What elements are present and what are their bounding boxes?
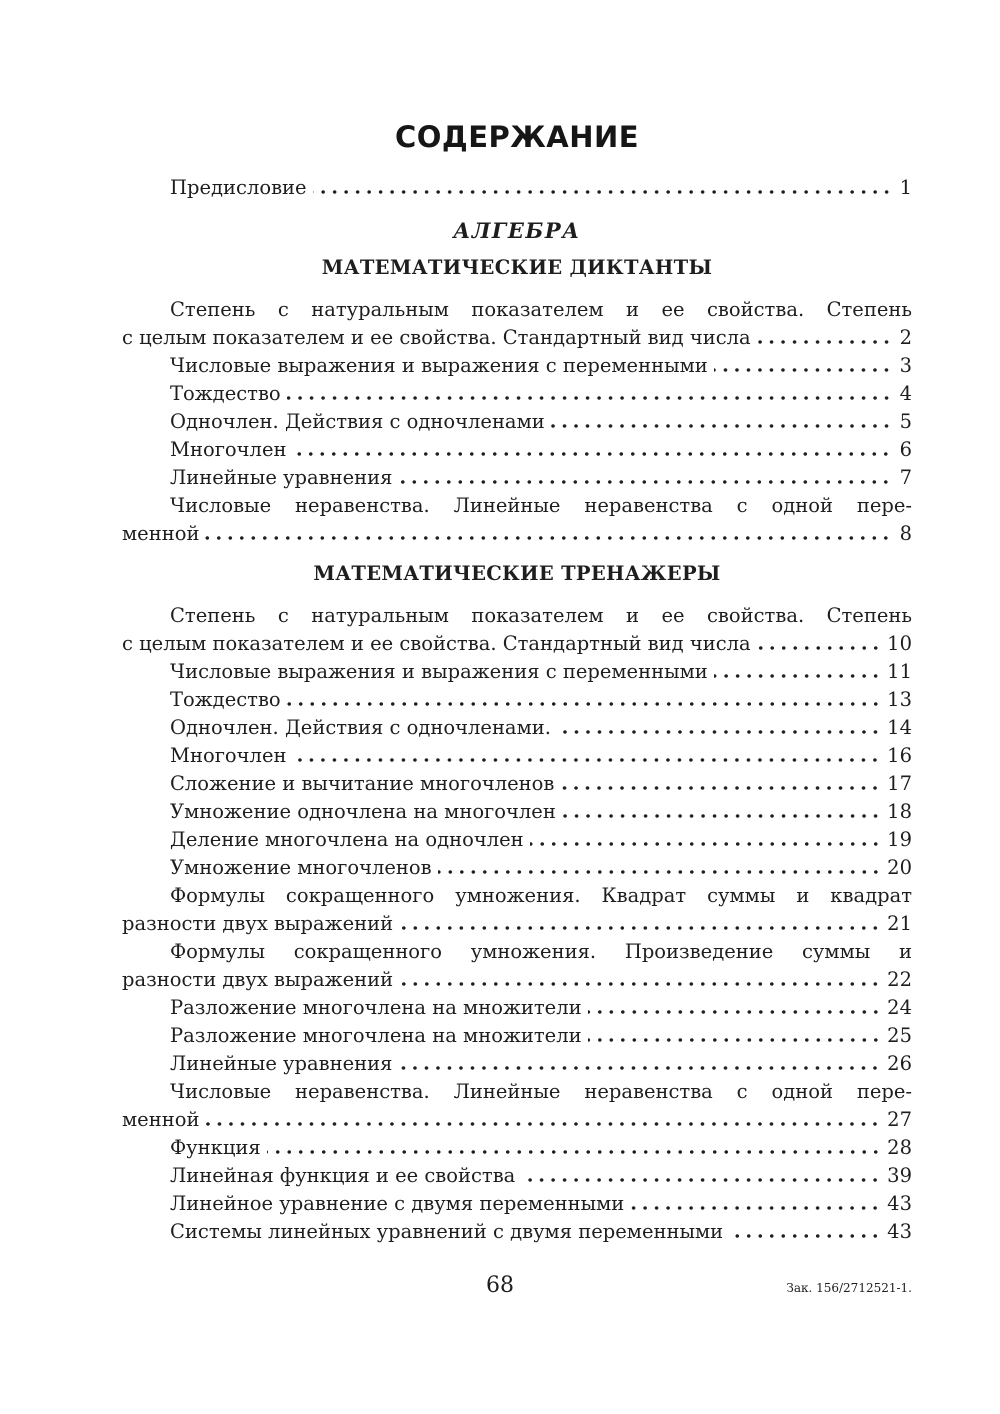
toc-entry [122, 826, 912, 854]
page-number: 68 [486, 1273, 514, 1298]
toc-entry [122, 714, 912, 742]
entry-page: 10 [887, 632, 912, 655]
toc-entry [122, 408, 912, 436]
toc-entry [122, 994, 912, 1022]
entry-page: 14 [887, 716, 912, 739]
dot-leader [292, 451, 892, 457]
entry-page: 39 [887, 1164, 912, 1187]
entry-page: 20 [887, 856, 912, 879]
toc-entry [122, 492, 912, 548]
toc-entry [122, 380, 912, 408]
dot-leader [287, 395, 892, 401]
toc-entry [122, 1022, 912, 1050]
dot-leader [267, 1149, 881, 1155]
toc-entry [122, 1050, 912, 1078]
toc-entry [122, 352, 912, 380]
entry-text: Разложение многочлена на множители [170, 996, 582, 1019]
entry-text: Разложение многочлена на множители [170, 1024, 582, 1047]
entry-text: Предисловие [170, 176, 307, 199]
entry-text: менной [122, 1108, 200, 1131]
entry-text: Линейные уравнения [170, 466, 393, 489]
dot-leader [560, 785, 881, 791]
entry-page: 18 [887, 800, 912, 823]
dot-leader [588, 1009, 882, 1015]
toc-entry [122, 1078, 912, 1134]
entry-page: 7 [899, 466, 912, 489]
entry-text: Одночлен. Действия с одночленами. [170, 716, 551, 739]
entry-page: 1 [899, 176, 912, 199]
entry-page: 43 [887, 1192, 912, 1215]
entry-page: 11 [887, 660, 912, 683]
entry-page: 13 [887, 688, 912, 711]
toc-entry [122, 658, 912, 686]
dot-leader [399, 981, 881, 987]
dot-leader [398, 1065, 881, 1071]
entry-page: 25 [887, 1024, 912, 1047]
entry-page: 26 [887, 1052, 912, 1075]
entry-page: 8 [899, 522, 912, 545]
toc-entry [122, 798, 912, 826]
entry-page: 17 [887, 772, 912, 795]
dot-leader [557, 729, 881, 735]
entry-text: Системы линейных уравнений с двумя переменными [170, 1220, 724, 1243]
entry-text: Числовые неравенства. Линейные неравенства с одной пере- [170, 1080, 912, 1103]
section-title: МАТЕМАТИЧЕСКИЕ ДИКТАНТЫ [321, 256, 713, 279]
dot-leader [205, 535, 892, 541]
dot-leader [521, 1177, 881, 1183]
toc-entry [122, 1218, 912, 1246]
entry-page: 6 [899, 438, 912, 461]
dot-leader [729, 1233, 881, 1239]
toc-entry [122, 1162, 912, 1190]
entry-text: Тождество [170, 382, 281, 405]
entry-text: Многочлен [170, 438, 287, 461]
entry-text: Умножение одночлена на многочлен [170, 800, 556, 823]
dot-leader [588, 1037, 882, 1043]
entry-page: 21 [887, 912, 912, 935]
entry-text: Числовые неравенства. Линейные неравенства с одной пере- [170, 494, 912, 517]
dot-leader [313, 189, 892, 195]
dot-leader [205, 1121, 881, 1127]
entry-text: с целым показателем и ее свойства. Стандартный вид числа [122, 632, 751, 655]
toc-entry [122, 854, 912, 882]
entry-text: Одночлен. Действия с одночленами [170, 410, 545, 433]
entry-text: Умножение многочленов [170, 856, 432, 879]
entry-text: Формулы сокращенного умножения. Произведение суммы и [170, 940, 912, 963]
entry-text: Степень с натуральным показателем и ее свойства. Степень [170, 298, 912, 321]
entry-page: 19 [887, 828, 912, 851]
entry-text: Числовые выражения и выражения с переменными [170, 660, 708, 683]
dot-leader [714, 367, 892, 373]
entry-page: 4 [899, 382, 912, 405]
entry-text: менной [122, 522, 200, 545]
dot-leader [292, 757, 881, 763]
part-title: АЛГЕБРА [453, 218, 581, 243]
dot-leader [630, 1205, 881, 1211]
entry-page: 43 [887, 1220, 912, 1243]
entry-text: с целым показателем и ее свойства. Стандартный вид числа [122, 326, 751, 349]
entry-text: Тождество [170, 688, 281, 711]
entry-page: 27 [887, 1108, 912, 1131]
toc-entry [122, 938, 912, 994]
toc-entry [122, 770, 912, 798]
toc-entry [122, 686, 912, 714]
entry-text: Деление многочлена на одночлен [170, 828, 524, 851]
entry-page: 3 [899, 354, 912, 377]
entry-text: Многочлен [170, 744, 287, 767]
entry-page: 5 [899, 410, 912, 433]
dot-leader [714, 673, 881, 679]
dot-leader [562, 813, 881, 819]
dot-leader [530, 841, 881, 847]
entry-text: разности двух выражений [122, 912, 394, 935]
entry-text: Линейное уравнение с двумя переменными [170, 1192, 625, 1215]
page-title: СОДЕРЖАНИЕ [394, 120, 640, 154]
entry-page: 24 [887, 996, 912, 1019]
toc-entry [122, 602, 912, 658]
toc-entry-preface [122, 174, 912, 202]
entry-text: Формулы сокращенного умножения. Квадрат суммы и квадрат [170, 884, 912, 907]
toc-entry [122, 1134, 912, 1162]
dot-leader [287, 701, 882, 707]
toc-entry [122, 464, 912, 492]
entry-page: 2 [899, 326, 912, 349]
dot-leader [398, 479, 892, 485]
section-title: МАТЕМАТИЧЕСКИЕ ТРЕНАЖЕРЫ [313, 562, 721, 585]
entry-text: Степень с натуральным показателем и ее свойства. Степень [170, 604, 912, 627]
entry-page: 28 [887, 1136, 912, 1159]
entry-page: 22 [887, 968, 912, 991]
dot-leader [399, 925, 881, 931]
dot-leader [551, 423, 892, 429]
dot-leader [438, 869, 882, 875]
entry-text: разности двух выражений [122, 968, 394, 991]
toc-entry [122, 296, 912, 352]
entry-text: Сложение и вычитание многочленов [170, 772, 555, 795]
entry-text: Числовые выражения и выражения с переменными [170, 354, 708, 377]
toc-entry [122, 1190, 912, 1218]
dot-leader [757, 339, 892, 345]
entry-text: Линейная функция и ее свойства [170, 1164, 516, 1187]
print-code: Зак. 156/2712521-1. [786, 1281, 912, 1295]
entry-text: Функция [170, 1136, 261, 1159]
toc-entry [122, 436, 912, 464]
entry-text: Линейные уравнения [170, 1052, 393, 1075]
toc-entry [122, 742, 912, 770]
dot-leader [757, 645, 881, 651]
toc-entry [122, 882, 912, 938]
entry-page: 16 [887, 744, 912, 767]
